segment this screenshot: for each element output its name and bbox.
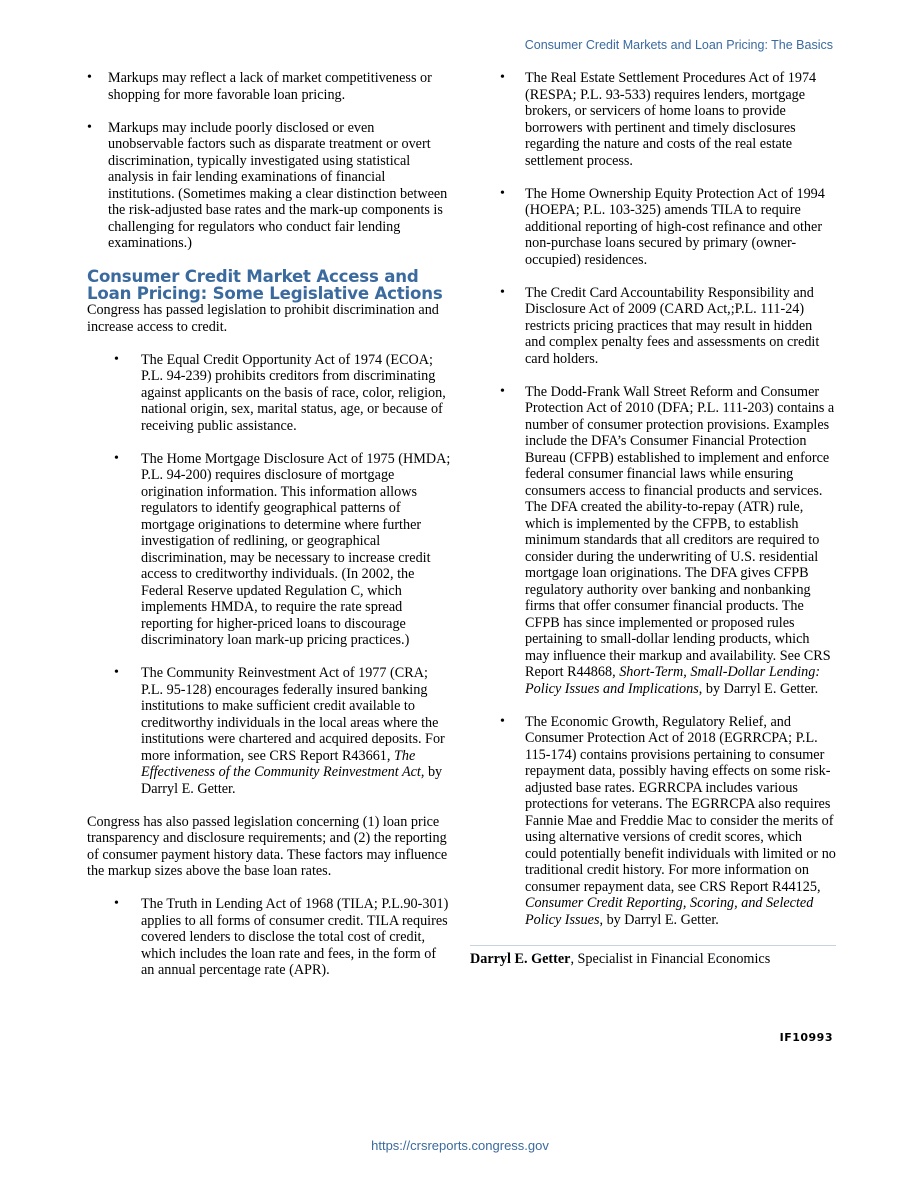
markup-bullet-list [87, 70, 452, 252]
list-item: • Markups may reflect a lack of market competitiveness or shopping for more favorable loan pricing. [87, 70, 452, 103]
list-item [114, 665, 452, 797]
list-item: • The Credit Card Accountability Responsibility and Disclosure Act of 2009 (CARD Act,;P.L. 111-24) restricts pricing practices that may result in hidden and complex penalty fees and assessments on credit card holders. [500, 285, 836, 368]
section-heading [87, 268, 452, 302]
author-name: Darryl E. Getter [470, 950, 571, 967]
product-code: IF10993 [779, 1031, 833, 1044]
access-bullet-list [114, 352, 452, 798]
cra-text: The Community Reinvestment Act of 1977 (CRA; P.L. 95-128) encourages federally insured banking institutions to make sufficient credit available to creditworthy individuals in the local areas where the institutions were chartered and acquired deposits. For more information, see CRS Report R43661, [141, 665, 445, 764]
author-divider [470, 945, 836, 946]
list-item [500, 714, 836, 929]
list-item: • The Truth in Lending Act of 1968 (TILA; P.L.90-301) applies to all forms of consumer credit. TILA requires covered lenders to disclose the total cost of credit, which includes the loan rate and fees, in the form of an annual percentage rate (APR). [114, 896, 452, 979]
cra-report-title: The Effectiveness of the Community Reinvestment Act [141, 747, 421, 780]
list-item: • The Real Estate Settlement Procedures Act of 1974 (RESPA; P.L. 93-533) requires lenders, mortgage brokers, or servicers of home loans to provide borrowers with pertinent and timely disclosures regarding the nature and costs of the real estate settlement process. [500, 70, 836, 169]
list-item: • The Home Ownership Equity Protection Act of 1994 (HOEPA; P.L. 103-325) amends TILA to require additional reporting of high-cost refinance and other non-purchase loans secured by primary (owner-occupied) residences. [500, 186, 836, 269]
egrrcpa-text: The Economic Growth, Regulatory Relief, and Consumer Protection Act of 2018 (EGRRCPA; P.L. 115-174) contains provisions pertaining to consumer repayment data, possibly having effects on some risk-adjusted base rates. EGRRCPA includes various protections for veterans. The EGRRCPA also requires Fannie Mae and Freddie Mac to consider the merits of using alternative versions of credit scores, which could potentially benefit individuals with limited or no traditional credit history. For more information on consumer repayment data, see CRS Report R44125, [525, 713, 836, 895]
list-item: • The Equal Credit Opportunity Act of 1974 (ECOA; P.L. 94-239) prohibits creditors from discriminating against applicants on the basis of race, color, religion, national origin, sex, marital status, age, or because of receiving public assistance. [114, 352, 452, 435]
legislation-bullet-list [500, 70, 836, 928]
egrrcpa-report-title: Consumer Credit Reporting, Scoring, and Selected Policy Issues [525, 895, 814, 928]
section-heading-line1: Consumer Credit Market Access and [87, 267, 419, 286]
section-heading-line2: Loan Pricing: Some Legislative Actions [87, 284, 443, 303]
left-column [87, 70, 452, 995]
right-column [470, 70, 836, 967]
tila-bullet-list [114, 896, 452, 979]
disclosure-paragraph: Congress has also passed legislation concerning (1) loan price transparency and disclosure requirements; and (2) the reporting of consumer payment history data. These factors may influence the markup sizes above the base loan rates. [87, 813, 448, 879]
list-item [500, 384, 836, 698]
cra-author: , by Darryl E. Getter. [141, 764, 443, 797]
egrrcpa-author: , by Darryl E. Getter. [599, 911, 719, 928]
list-item: • The Home Mortgage Disclosure Act of 1975 (HMDA; P.L. 94-200) requires disclosure of mortgage origination information. This information allows regulators to identify geographical patterns of mortgage originations to determine where further investigation of redlining, or geographical discrimination, may be necessary to increase credit access to creditworthy individuals. (In 2002, the Federal Reserve updated Regulation C, which implements HMDA, to require the rate spread reporting for higher-priced loans to discourage discriminatory loan mark-up pricing practices.) [114, 451, 452, 649]
intro-paragraph: Congress has passed legislation to prohibit discrimination and increase access to credit. [87, 302, 439, 335]
author-role: , Specialist in Financial Economics [570, 950, 771, 967]
dfa-report-title: Short-Term, Small-Dollar Lending: Policy Issues and Implications [525, 664, 821, 697]
dfa-author: , by Darryl E. Getter. [698, 680, 819, 697]
dfa-text: The Dodd-Frank Wall Street Reform and Consumer Protection Act of 2010 (DFA; P.L. 111-203) contains a number of consumer protection provisions. Examples include the DFA’s Consumer Financial Protection Bureau (CFPB) established to implement and enforce federal consumer financial laws while ensuring consumers access to financial products and services. The DFA created the ability-to-repay (ATR) rule, which is implemented by the CFPB, to establish minimum standards that all creditors are required to consider during the underwriting of U.S. residential mortgage loan originations. The DFA gives CFPB regulatory authority over banking and nonbanking firms that offer consumer financial products. The CFPB has since implemented or proposed rules pertaining to small-dollar lending products, which may influence their markup and availability. See CRS Report R44868, [525, 383, 835, 680]
footer-url[interactable]: https://crsreports.congress.gov [371, 1138, 549, 1153]
running-header: Consumer Credit Markets and Loan Pricing: The Basics [524, 38, 833, 52]
list-item: • Markups may include poorly disclosed or even unobservable factors such as disparate treatment or overt discrimination, typically investigated using statistical analysis in fair lending examinations of financial institutions. (Sometimes making a clear distinction between the risk-adjusted base rates and the mark-up components is challenging for regulators who conduct fair lending examinations.) [87, 120, 452, 252]
author-signature [470, 951, 836, 968]
